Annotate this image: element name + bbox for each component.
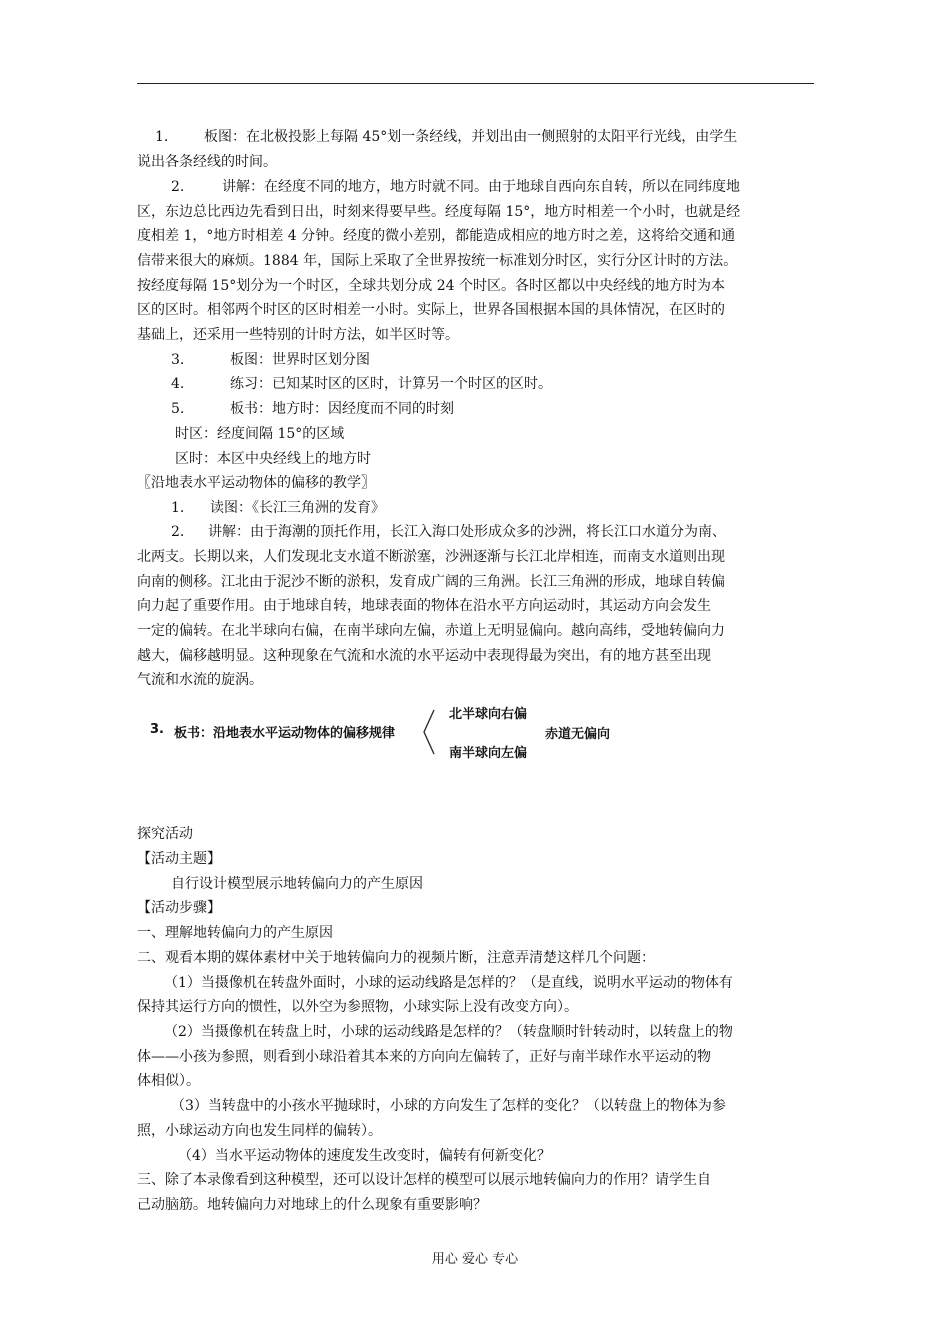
activity-theme: 自行设计模型展示地转偏向力的产生原因 — [171, 876, 423, 892]
s1-item3-text: 板图：世界时区划分图 — [230, 352, 370, 368]
activity-theme-heading: 【活动主题】 — [137, 851, 221, 867]
s1-item2-line-4: 按经度每隔 15°划分为一个时区，全球共划分成 24 个时区。各时区都以中央经线的地方时为本 — [137, 278, 725, 294]
s2-item1-text: 读图：《长江三角洲的发育》 — [210, 500, 385, 516]
s1-sub1: 时区：经度间隔 15°的区域 — [175, 426, 345, 442]
s2-item2-line-4: 一定的偏转。在北半球向右偏，在南半球向左偏，赤道上无明显偏向。越向高纬，受地转偏向力 — [137, 623, 725, 639]
s2-item2-line-3: 向力起了重要作用。由于地球自转，地球表面的物体在沿水平方向运动时，其运动方向会发生 — [137, 598, 711, 614]
diagram-north-label: 北半球向右偏 — [449, 707, 528, 722]
activity-step3-line-0: 三、除了本录像看到这种模型，还可以设计怎样的模型可以展示地转偏向力的作用？请学生自 — [137, 1172, 711, 1188]
s1-item2-line-0: 讲解：在经度不同的地方，地方时就不同。由于地球自西向东自转，所以在同纬度地 — [222, 179, 740, 195]
activity-q3-line-0: （3）当转盘中的小孩水平抛球时，小球的方向发生了怎样的变化？（以转盘上的物体为参 — [171, 1098, 726, 1114]
header-rule — [137, 83, 814, 84]
s2-heading: 〖沿地表水平运动物体的偏移的教学〗 — [137, 475, 375, 491]
diagram-brace — [418, 702, 448, 766]
s2-item1-num: 1. — [171, 500, 185, 516]
s1-item5 — [171, 399, 454, 419]
deflection-rule-diagram — [150, 702, 650, 766]
activity-q2-line-1: 体——小孩为参照，则看到小球沿着其本来的方向向左偏转了，正好与南半球作水平运动的物 — [137, 1049, 711, 1065]
activity-step3-line-1: 己动脑筋。地转偏向力对地球上的什么现象有重要影响？ — [137, 1197, 487, 1213]
activity-title: 探究活动 — [137, 826, 193, 842]
s1-item1-text: 板图：在北极投影上每隔 45°划一条经线，并划出由一侧照射的太阳平行光线，由学生 — [204, 129, 738, 145]
s1-item3 — [171, 350, 370, 370]
activity-steps-heading: 【活动步骤】 — [137, 900, 221, 916]
s2-item2-line-2: 向南的侧移。江北由于泥沙不断的淤积，发育成广阔的三角洲。长江三角洲的形成，地球自转偏 — [137, 574, 725, 590]
diagram-num: 3. — [150, 722, 164, 737]
activity-step2: 二、观看本期的媒体素材中关于地转偏向力的视频片断，注意弄清楚这样几个问题： — [137, 950, 655, 966]
diagram-south-label: 南半球向左偏 — [449, 746, 528, 761]
s1-item2-num: 2. — [171, 179, 185, 195]
activity-q1-line-1: 保持其运行方向的惯性，以外空为参照物，小球实际上没有改变方向）。 — [137, 999, 578, 1015]
s1-sub2: 区时：本区中央经线上的地方时 — [175, 451, 371, 467]
activity-q2-line-0: （2）当摄像机在转盘上时，小球的运动线路是怎样的？（转盘顺时针转动时，以转盘上的物 — [164, 1024, 733, 1040]
s2-item2-line-1: 北两支。长期以来，人们发现北支水道不断淤塞，沙洲逐渐与长江北岸相连，而南支水道则出现 — [137, 549, 725, 565]
activity-q4: （4）当水平运动物体的速度发生改变时，偏转有何新变化？ — [178, 1148, 551, 1164]
activity-q2-line-2: 体相似）。 — [137, 1073, 200, 1089]
page-footer: 用心 爱心 专心 — [431, 1252, 519, 1267]
s1-item2-line-3: 信带来很大的麻烦。1884 年，国际上采取了全世界按统一标准划分时区，实行分区计时的方法。 — [137, 253, 738, 269]
diagram-root-label: 板书：沿地表水平运动物体的偏移规律 — [174, 726, 396, 741]
s1-item5-text: 板书：地方时：因经度而不同的时刻 — [230, 401, 454, 417]
s1-item5-num: 5. — [171, 401, 185, 417]
s1-item4 — [171, 374, 552, 394]
s1-item4-text: 练习：已知某时区的区时，计算另一个时区的区时。 — [230, 376, 552, 392]
s1-item2-line-1: 区，东边总比西边先看到日出，时刻来得要早些。经度每隔 15°，地方时相差一个小时，也就是经 — [137, 204, 741, 220]
s1-item3-num: 3. — [171, 352, 185, 368]
activity-step1: 一、理解地转偏向力的产生原因 — [137, 925, 333, 941]
s1-item1 — [155, 127, 737, 147]
s2-item2-line-5: 越大，偏移越明显。这种现象在气流和水流的水平运动中表现得最为突出，有的地方甚至出现 — [137, 648, 711, 664]
s2-item1 — [171, 498, 385, 518]
s1-item2-line-6: 基础上，还采用一些特别的计时方法，如半区时等。 — [137, 327, 459, 343]
activity-q1-line-0: （1）当摄像机在转盘外面时，小球的运动线路是怎样的？（是直线，说明水平运动的物体有 — [164, 975, 733, 991]
s1-item4-num: 4. — [171, 376, 185, 392]
diagram-equator-label: 赤道无偏向 — [545, 727, 611, 742]
s2-item2-line-6: 气流和水流的旋涡。 — [137, 672, 263, 688]
s2-item2-num: 2. — [171, 524, 185, 540]
s2-item2-line-0: 讲解：由于海潮的顶托作用，长江入海口处形成众多的沙洲，将长江口水道分为南、 — [208, 524, 726, 540]
s1-item1-num: 1. — [155, 129, 169, 145]
s1-item2-line-2: 度相差 1，°地方时相差 4 分钟。经度的微小差别，都能造成相应的地方时之差，这将给交通和通 — [137, 228, 736, 244]
activity-q3-line-1: 照，小球运动方向也发生同样的偏转）。 — [137, 1123, 382, 1139]
s1-item2-line-5: 区的区时。相邻两个时区的区时相差一小时。实际上，世界各国根据本国的具体情况，在区时的 — [137, 302, 725, 318]
s1-item1-cont: 说出各条经线的时间。 — [137, 154, 277, 170]
